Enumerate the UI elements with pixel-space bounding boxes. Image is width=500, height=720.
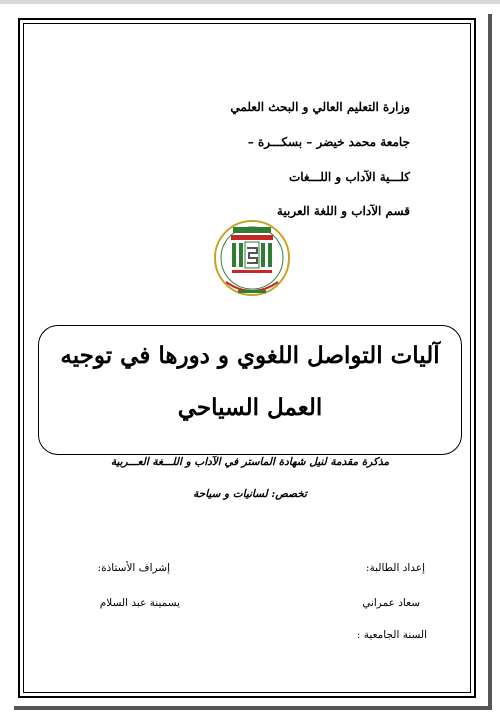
supervisor-name: يسمينة عبد السلام bbox=[99, 597, 180, 609]
prepared-by-label: إعداد الطالبة: bbox=[365, 562, 425, 574]
academic-year-label: السنة الجامعية : bbox=[356, 629, 427, 641]
thesis-specialty: تخصص: لسانيات و سياحة bbox=[193, 488, 307, 500]
department-line: قسم الآداب و اللغة العربية bbox=[276, 204, 410, 218]
top-strip bbox=[0, 0, 500, 4]
university-seal-icon bbox=[212, 218, 292, 308]
thesis-title-line1: آليات التواصل اللغوي و دورها في توجيه bbox=[60, 342, 440, 369]
student-name: سعاد عمراني bbox=[362, 597, 420, 609]
thesis-title-line2: العمل السياحي bbox=[177, 394, 323, 421]
thesis-description: مذكرة مقدمة لنيل شهادة الماستر في الآداب و اللـــغة العـــربية bbox=[110, 456, 390, 468]
page-shadow-bottom bbox=[14, 706, 492, 710]
ministry-line: وزارة التعليم العالي و البحث العلمي bbox=[230, 100, 410, 114]
faculty-line: كلـــية الآداب و اللـــغات bbox=[288, 170, 410, 184]
page-shadow-right bbox=[488, 14, 492, 710]
title-box bbox=[38, 325, 462, 455]
university-line: جامعة محمد خيضر – بسكـــرة – bbox=[247, 135, 410, 149]
supervised-by-label: إشراف الأستاذة: bbox=[97, 562, 170, 574]
